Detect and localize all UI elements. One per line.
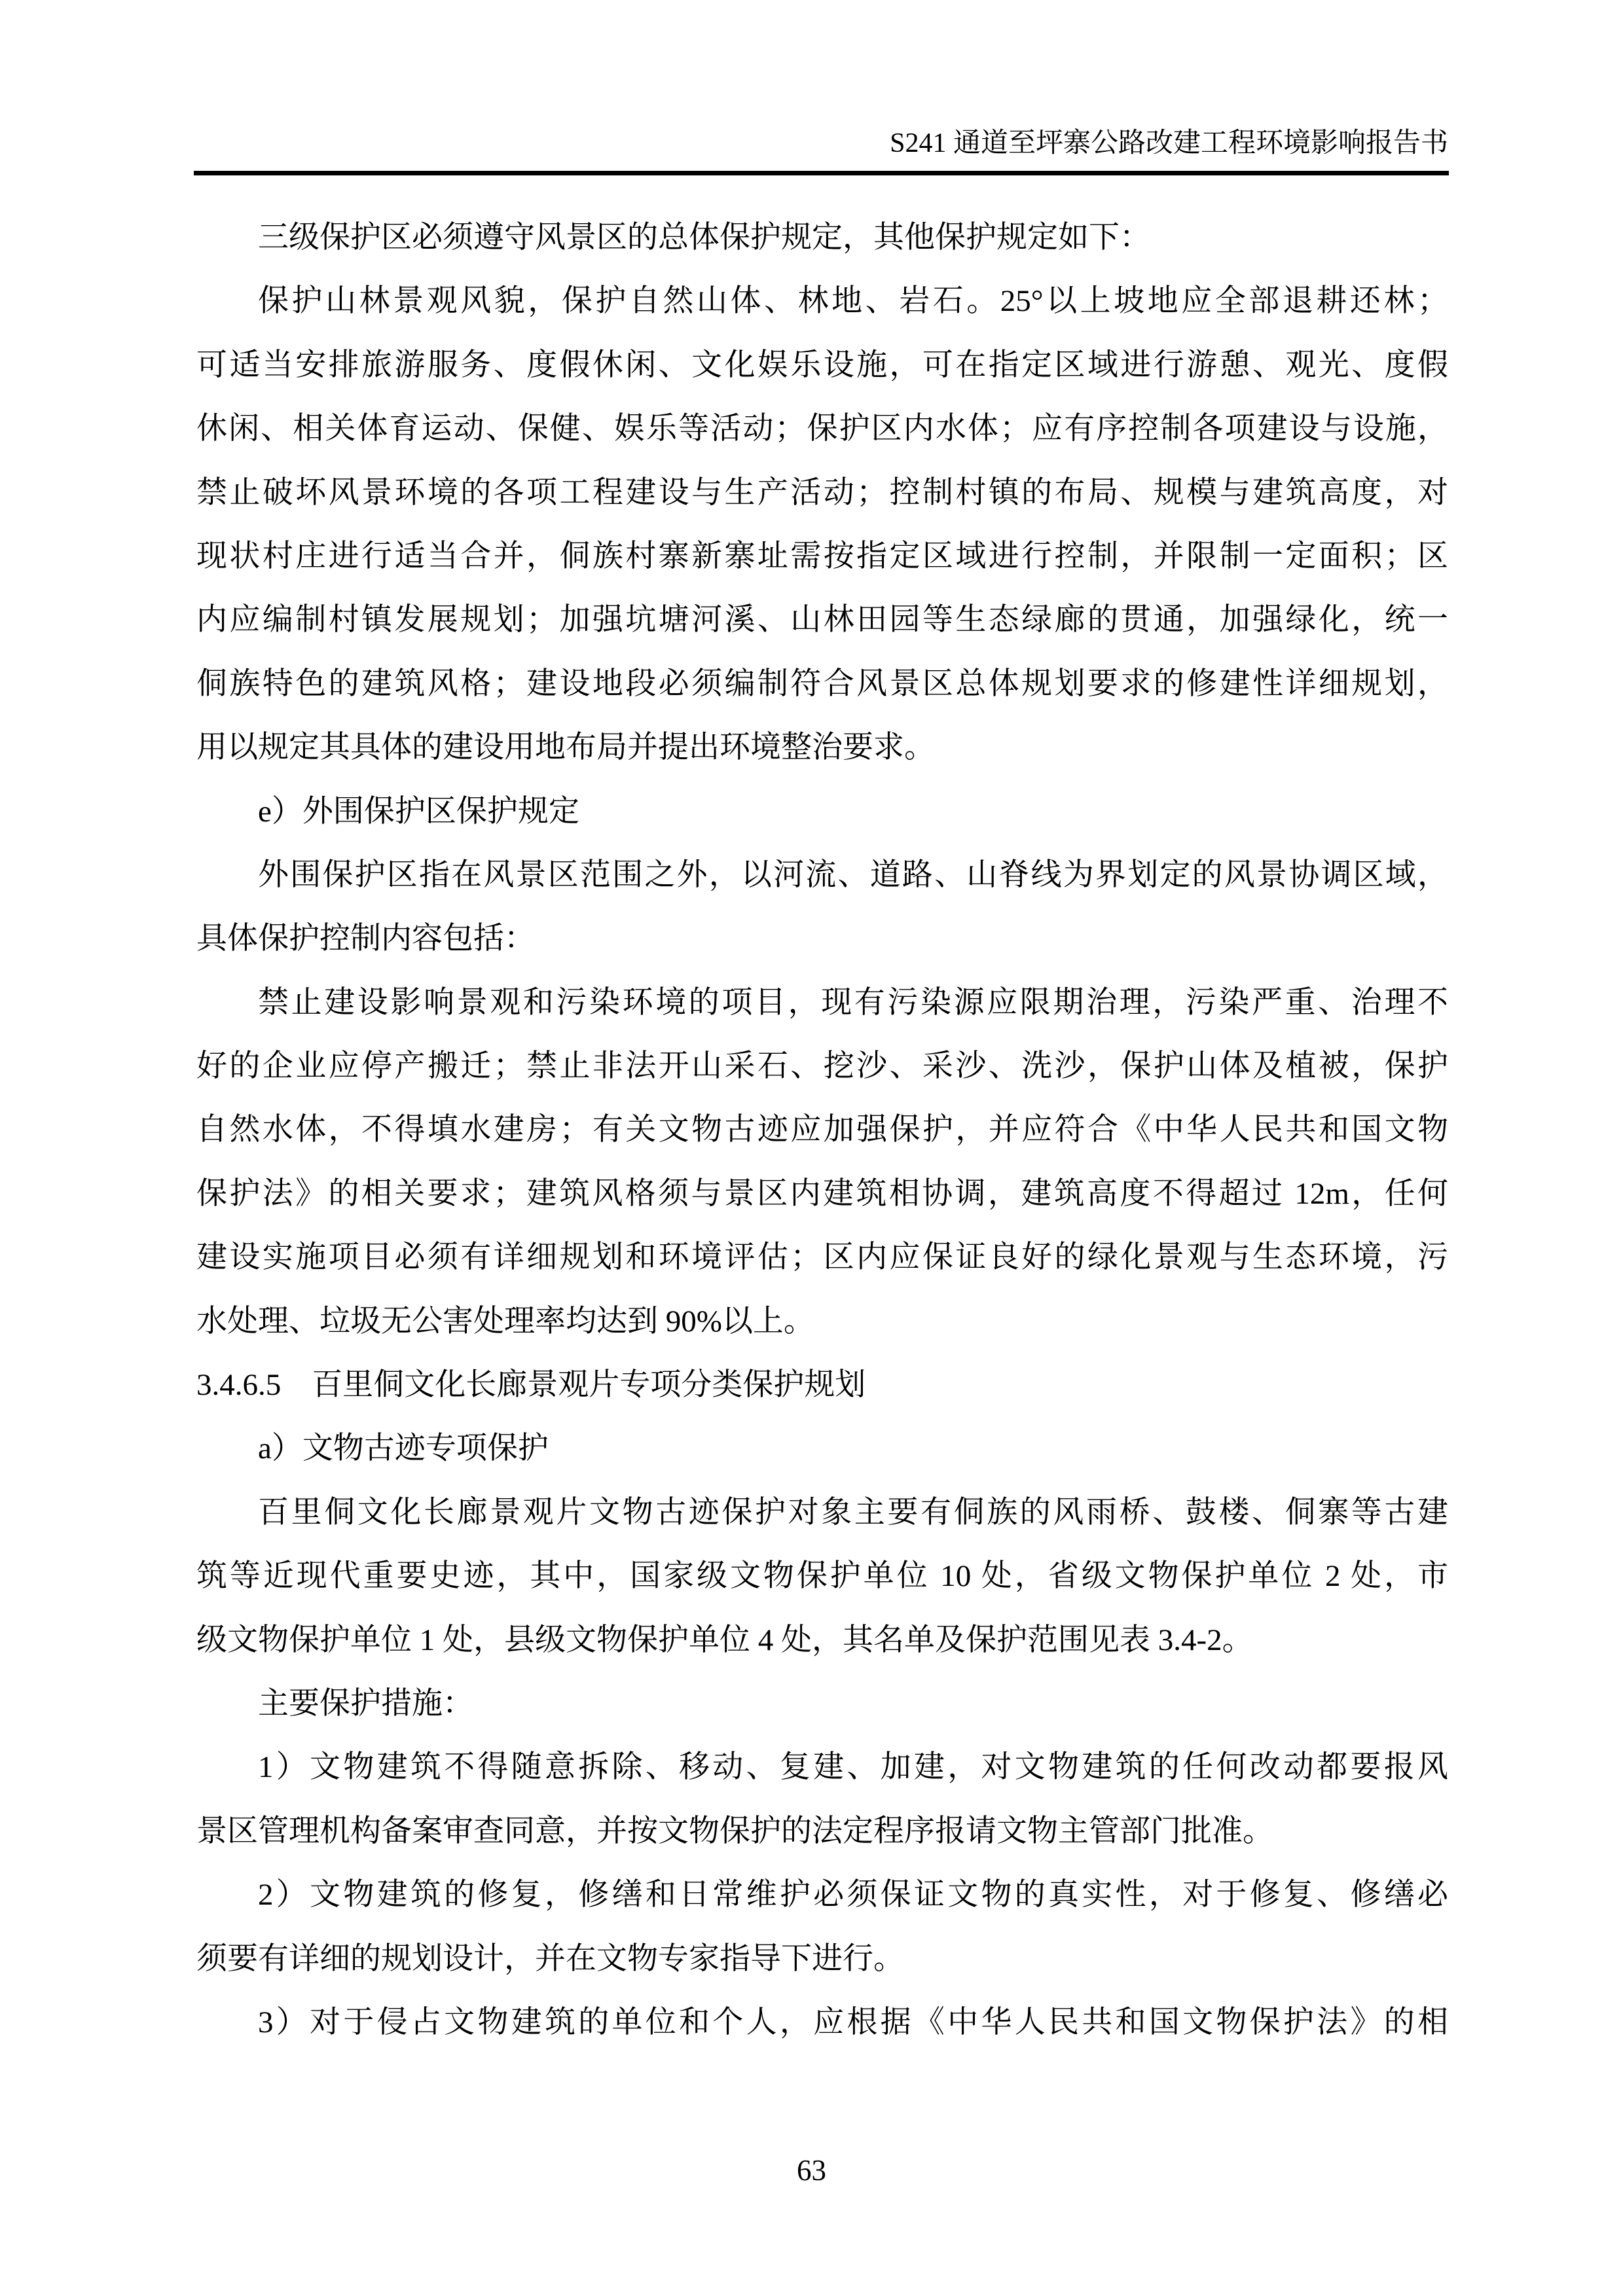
text-line: 景区管理机构备案审查同意，并按文物保护的法定程序报请文物主管部门批准。 xyxy=(196,1814,1273,1848)
text-line: 须要有详细的规划设计，并在文物专家指导下进行。 xyxy=(196,1941,904,1976)
text-line: 水处理、垃圾无公害处理率均达到 90%以上。 xyxy=(196,1304,814,1338)
text-line: 外围保护区指在风景区范围之外，以河流、道路、山脊线为界划定的风景协调区域， xyxy=(258,857,1448,892)
header-divider-rule xyxy=(194,171,1449,175)
text-line: 用以规定其具体的建设用地布局并提出环境整治要求。 xyxy=(196,730,935,765)
text-line: 保护山林景观风貌，保护自然山体、林地、岩石。25°以上坡地应全部退耕还林； xyxy=(258,284,1448,319)
list-item-a-heading: a）文物古迹专项保护 xyxy=(258,1431,549,1466)
text-line: 可适当安排旅游服务、度假休闲、文化娱乐设施，可在指定区域进行游憩、观光、度假 xyxy=(196,348,1448,382)
text-line: 自然水体，不得填水建房；有关文物古迹应加强保护，并应符合《中华人民共和国文物 xyxy=(196,1113,1448,1147)
text-line: 百里侗文化长廊景观片文物古迹保护对象主要有侗族的风雨桥、鼓楼、侗寨等古建 xyxy=(258,1495,1448,1530)
text-line: 级文物保护单位 1 处，县级文物保护单位 4 处，其名单及保护范围见表 3.4-2。 xyxy=(196,1623,1253,1657)
text-line: 休闲、相关体育运动、保健、娱乐等活动；保护区内水体；应有序控制各项建设与设施， xyxy=(196,412,1448,446)
page-header-title: S241 通道至坪寨公路改建工程环境影响报告书 xyxy=(890,128,1448,158)
text-line: 好的企业应停产搬迁；禁止非法开山采石、挖沙、采沙、洗沙，保护山体及植被，保护 xyxy=(196,1049,1448,1084)
section-heading-3-4-6-5: 3.4.6.5 百里侗文化长廊景观片专项分类保护规划 xyxy=(196,1368,866,1403)
text-line: 具体保护控制内容包括： xyxy=(196,922,535,956)
text-line: 主要保护措施： xyxy=(258,1686,473,1721)
numbered-item-3: 3）对于侵占文物建筑的单位和个人，应根据《中华人民共和国文物保护法》的相 xyxy=(258,2005,1448,2039)
text-line: 禁止破坏风景环境的各项工程建设与生产活动；控制村镇的布局、规模与建筑高度，对 xyxy=(196,475,1448,510)
page-number: 63 xyxy=(797,2154,826,2187)
text-line: 保护法》的相关要求；建筑风格须与景区内建筑相协调，建筑高度不得超过 12m，任何 xyxy=(196,1176,1448,1211)
text-line: 三级保护区必须遵守风景区的总体保护规定，其他保护规定如下： xyxy=(258,221,1150,255)
text-line: 侗族特色的建筑风格；建设地段必须编制符合风景区总体规划要求的修建性详细规划， xyxy=(196,666,1448,701)
text-line: 筑等近现代重要史迹，其中，国家级文物保护单位 10 处，省级文物保护单位 2 处，市 xyxy=(196,1559,1448,1594)
text-line: 建设实施项目必须有详细规划和环境评估；区内应保证良好的绿化景观与生态环境，污 xyxy=(196,1240,1448,1275)
list-item-e-heading: e）外围保护区保护规定 xyxy=(258,794,579,829)
numbered-item-1: 1）文物建筑不得随意拆除、移动、复建、加建，对文物建筑的任何改动都要报风 xyxy=(258,1750,1448,1785)
document-body xyxy=(196,206,1448,2054)
text-line: 内应编制村镇发展规划；加强坑塘河溪、山林田园等生态绿廊的贯通，加强绿化，统一 xyxy=(196,603,1448,637)
text-line: 禁止建设影响景观和污染环境的项目，现有污染源应限期治理，污染严重、治理不 xyxy=(258,985,1448,1020)
text-line: 现状村庄进行适当合并，侗族村寨新寨址需按指定区域进行控制，并限制一定面积；区 xyxy=(196,539,1448,573)
numbered-item-2: 2）文物建筑的修复，修缮和日常维护必须保证文物的真实性，对于修复、修缮必 xyxy=(258,1878,1448,1912)
